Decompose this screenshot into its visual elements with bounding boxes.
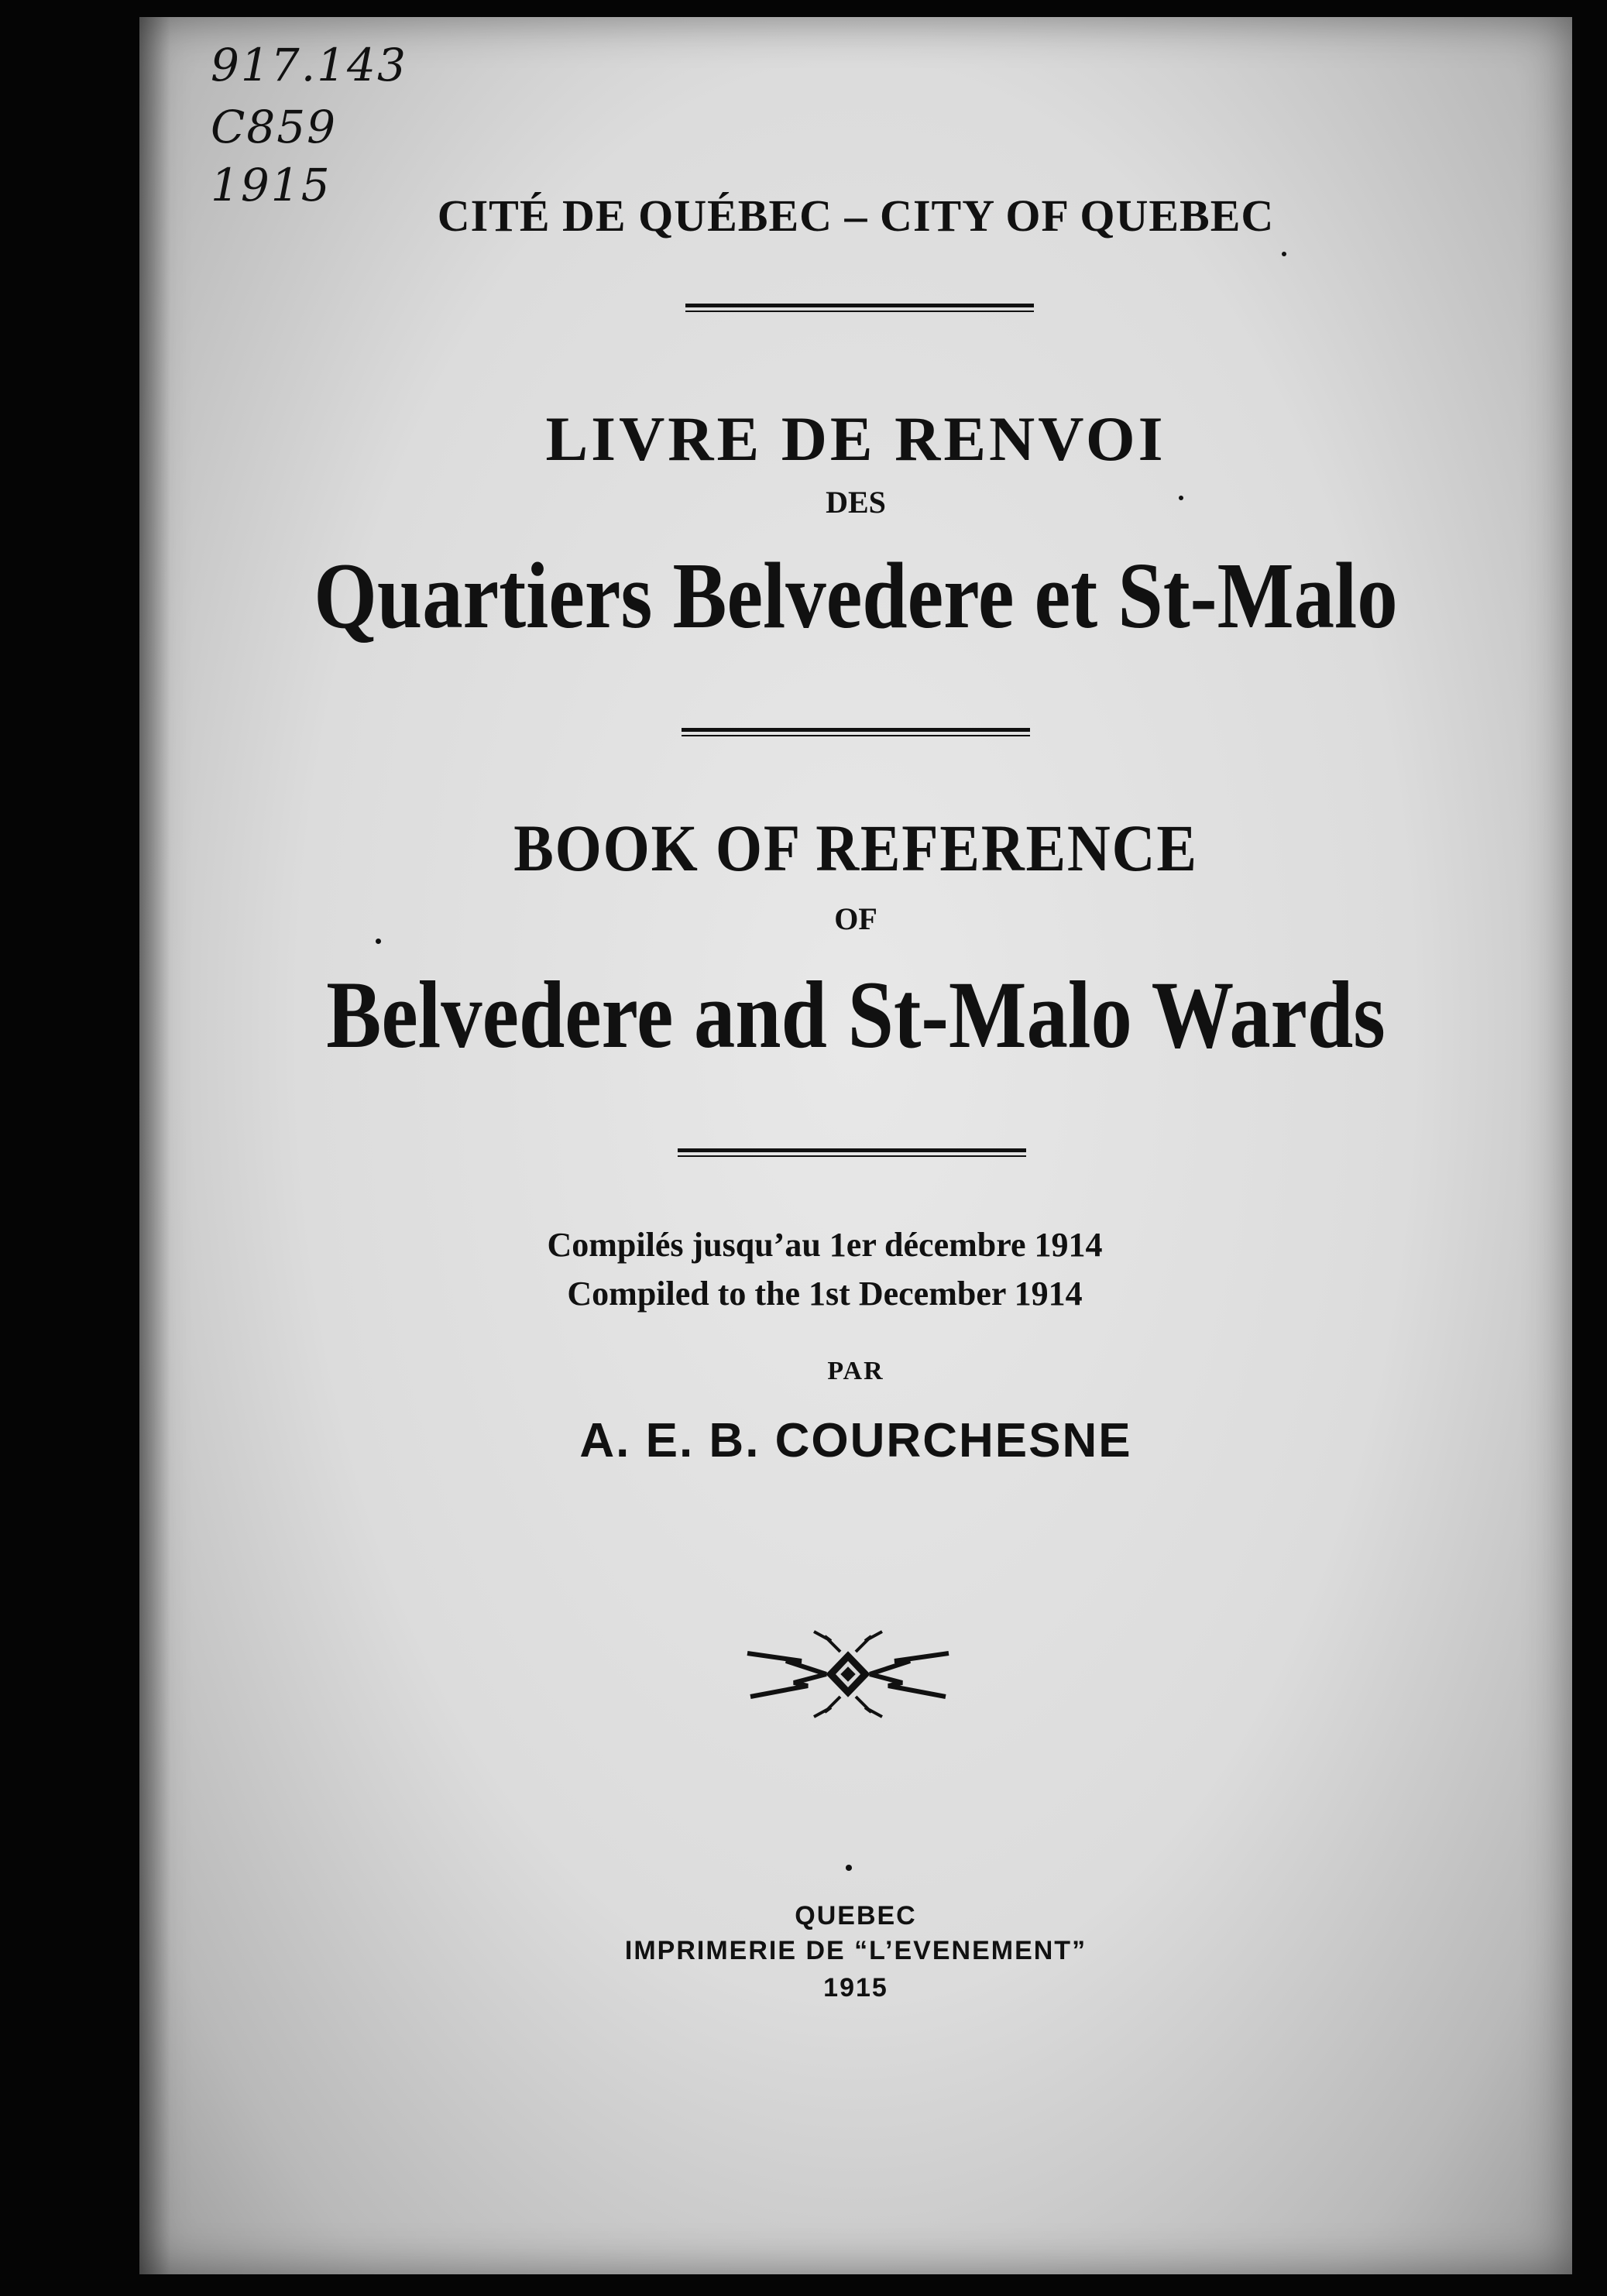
imprint-city: QUEBEC (795, 1901, 917, 1930)
french-title: LIVRE DE RENVOI (545, 403, 1166, 474)
compilation-date-english: Compiled to the 1st December 1914 (567, 1275, 1083, 1313)
compilation-date-french: Compilés jusqu’au 1er décembre 1914 (547, 1226, 1103, 1264)
call-number-line-1: 917.143 (211, 39, 407, 91)
divider-rule (678, 1148, 1026, 1157)
english-connector: OF (834, 901, 877, 936)
print-speck (376, 939, 381, 944)
imprint-printer: IMPRIMERIE DE “L’EVENEMENT” (624, 1936, 1087, 1965)
call-number-line-3: 1915 (211, 159, 331, 211)
printer-ornament-icon (740, 1630, 956, 1719)
english-title: BOOK OF REFERENCE (513, 811, 1198, 885)
author-name: A. E. B. COURCHESNE (579, 1414, 1132, 1467)
divider-rule (682, 728, 1030, 736)
print-speck (1179, 496, 1183, 500)
english-subject: Belvedere and St-Malo Wards (326, 962, 1386, 1068)
print-speck (846, 1865, 852, 1871)
print-speck (1282, 252, 1286, 256)
city-header: CITÉ DE QUÉBEC – CITY OF QUEBEC (437, 190, 1275, 241)
divider-rule (685, 304, 1034, 312)
imprint-year: 1915 (823, 1973, 888, 2003)
french-subject: Quartiers Belvedere et St-Malo (314, 544, 1398, 648)
byline-par: PAR (827, 1357, 884, 1385)
french-connector: DES (826, 485, 886, 520)
call-number-line-2: C859 (211, 101, 338, 153)
